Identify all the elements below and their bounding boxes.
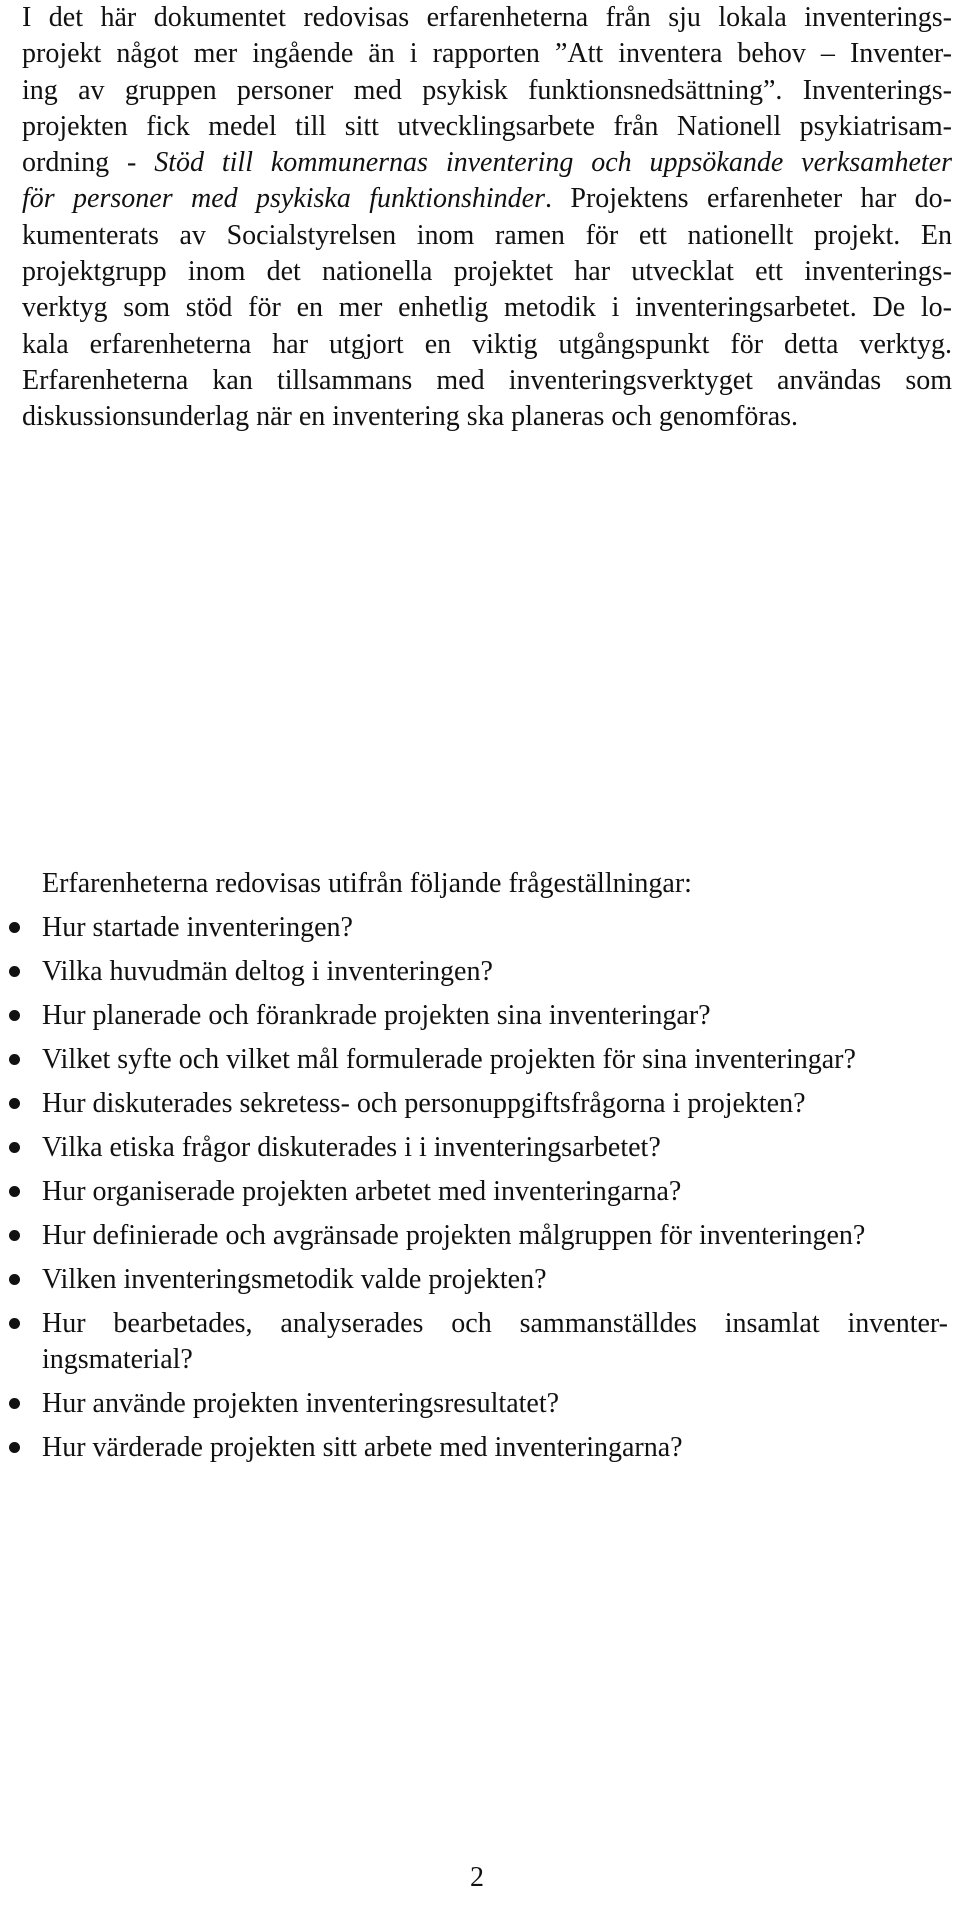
list-item-text: Vilka etiska frågor diskuterades i i inventeringsarbetet? [42,1132,661,1163]
italic-title-text: Stöd till kommunernas inventering och uppsökande verksamheter [154,147,952,179]
italic-title-text: för personer med psykiska funktionshinder [22,183,545,215]
list-item-text: Hur organiserade projekten arbetet med inventeringarna? [42,1176,682,1207]
intro-paragraph [22,0,952,436]
list-item [0,1218,948,1254]
list-item [0,998,948,1034]
paragraph-text: . Projektens erfarenheter har do- [545,183,952,215]
bullet-icon [9,1274,20,1285]
paragraph-line: kala erfarenheterna har utgjort en viktig utgångspunkt för detta verktyg. [22,328,952,360]
list-item-text: Vilka huvudmän deltog i inventeringen? [42,956,493,987]
bullet-icon [9,1098,20,1109]
bullet-icon [9,966,20,977]
bullet-icon [9,1054,20,1065]
list-item-text: Hur startade inventeringen? [42,912,353,943]
list-item [0,1086,948,1122]
list-item [0,1174,948,1210]
bullet-icon [9,1010,20,1021]
list-item [0,1386,948,1422]
paragraph-line: Erfarenheterna kan tillsammans med inventeringsverktyget användas som [22,364,952,396]
bullet-icon [9,1398,20,1409]
paragraph-line [22,145,952,181]
paragraph-line [22,181,952,217]
list-item-text: ingsmaterial? [42,1344,193,1375]
bullet-icon [9,1442,20,1453]
bullet-icon [9,1142,20,1153]
paragraph-line: verktyg som stöd för en mer enhetlig metodik i inventeringsarbetet. De lo- [22,292,952,324]
questions-lead: Erfarenheterna redovisas utifrån följande frågeställningar: [42,868,692,899]
list-item [0,910,948,946]
bullet-icon [9,1230,20,1241]
paragraph-line: projekt något mer ingående än i rapporten ”Att inventera behov – Inventer- [22,38,952,70]
list-item-text: Hur definierade och avgränsade projekten målgruppen för inventeringen? [42,1220,866,1251]
list-item-text: Vilken inventeringsmetodik valde projekten? [42,1264,547,1295]
paragraph-text: ordning - [22,147,155,179]
list-item-text: Hur värderade projekten sitt arbete med inventeringarna? [42,1432,683,1463]
list-item [0,1262,948,1298]
list-item-text: Hur använde projekten inventeringsresultatet? [42,1388,560,1419]
list-item [0,1306,948,1378]
paragraph-line: I det här dokumentet redovisas erfarenheterna från sju lokala inventerings- [22,2,952,33]
list-item [0,1042,948,1078]
list-item [0,1430,948,1466]
paragraph-line: projektgrupp inom det nationella projektet har utvecklat ett inventerings- [22,256,952,288]
paragraph-line: diskussionsunderlag när en inventering ska planeras och genomföras. [22,401,799,433]
bullet-icon [9,1318,20,1329]
paragraph-line: kumenterats av Socialstyrelsen inom ramen för ett nationellt projekt. En [22,219,952,251]
list-item-text: Hur bearbetades, analyserades och sammanställdes insamlat inventer- [42,1308,948,1339]
paragraph-line: projekten fick medel till sitt utvecklingsarbete från Nationell psykiatrisam- [22,110,952,142]
bullet-icon [9,1186,20,1197]
page-number: 2 [470,1862,484,1893]
list-item-text: Hur diskuterades sekretess- och personuppgiftsfrågorna i projekten? [42,1088,806,1119]
list-item [0,1130,948,1166]
bullet-icon [9,922,20,933]
list-item-text: Vilket syfte och vilket mål formulerade projekten för sina inventeringar? [42,1044,856,1075]
questions-list [0,910,960,1474]
paragraph-line: ing av gruppen personer med psykisk funktionsnedsättning”. Inventerings- [22,74,952,106]
list-item-text: Hur planerade och förankrade projekten sina inventeringar? [42,1000,711,1031]
list-item [0,954,948,990]
